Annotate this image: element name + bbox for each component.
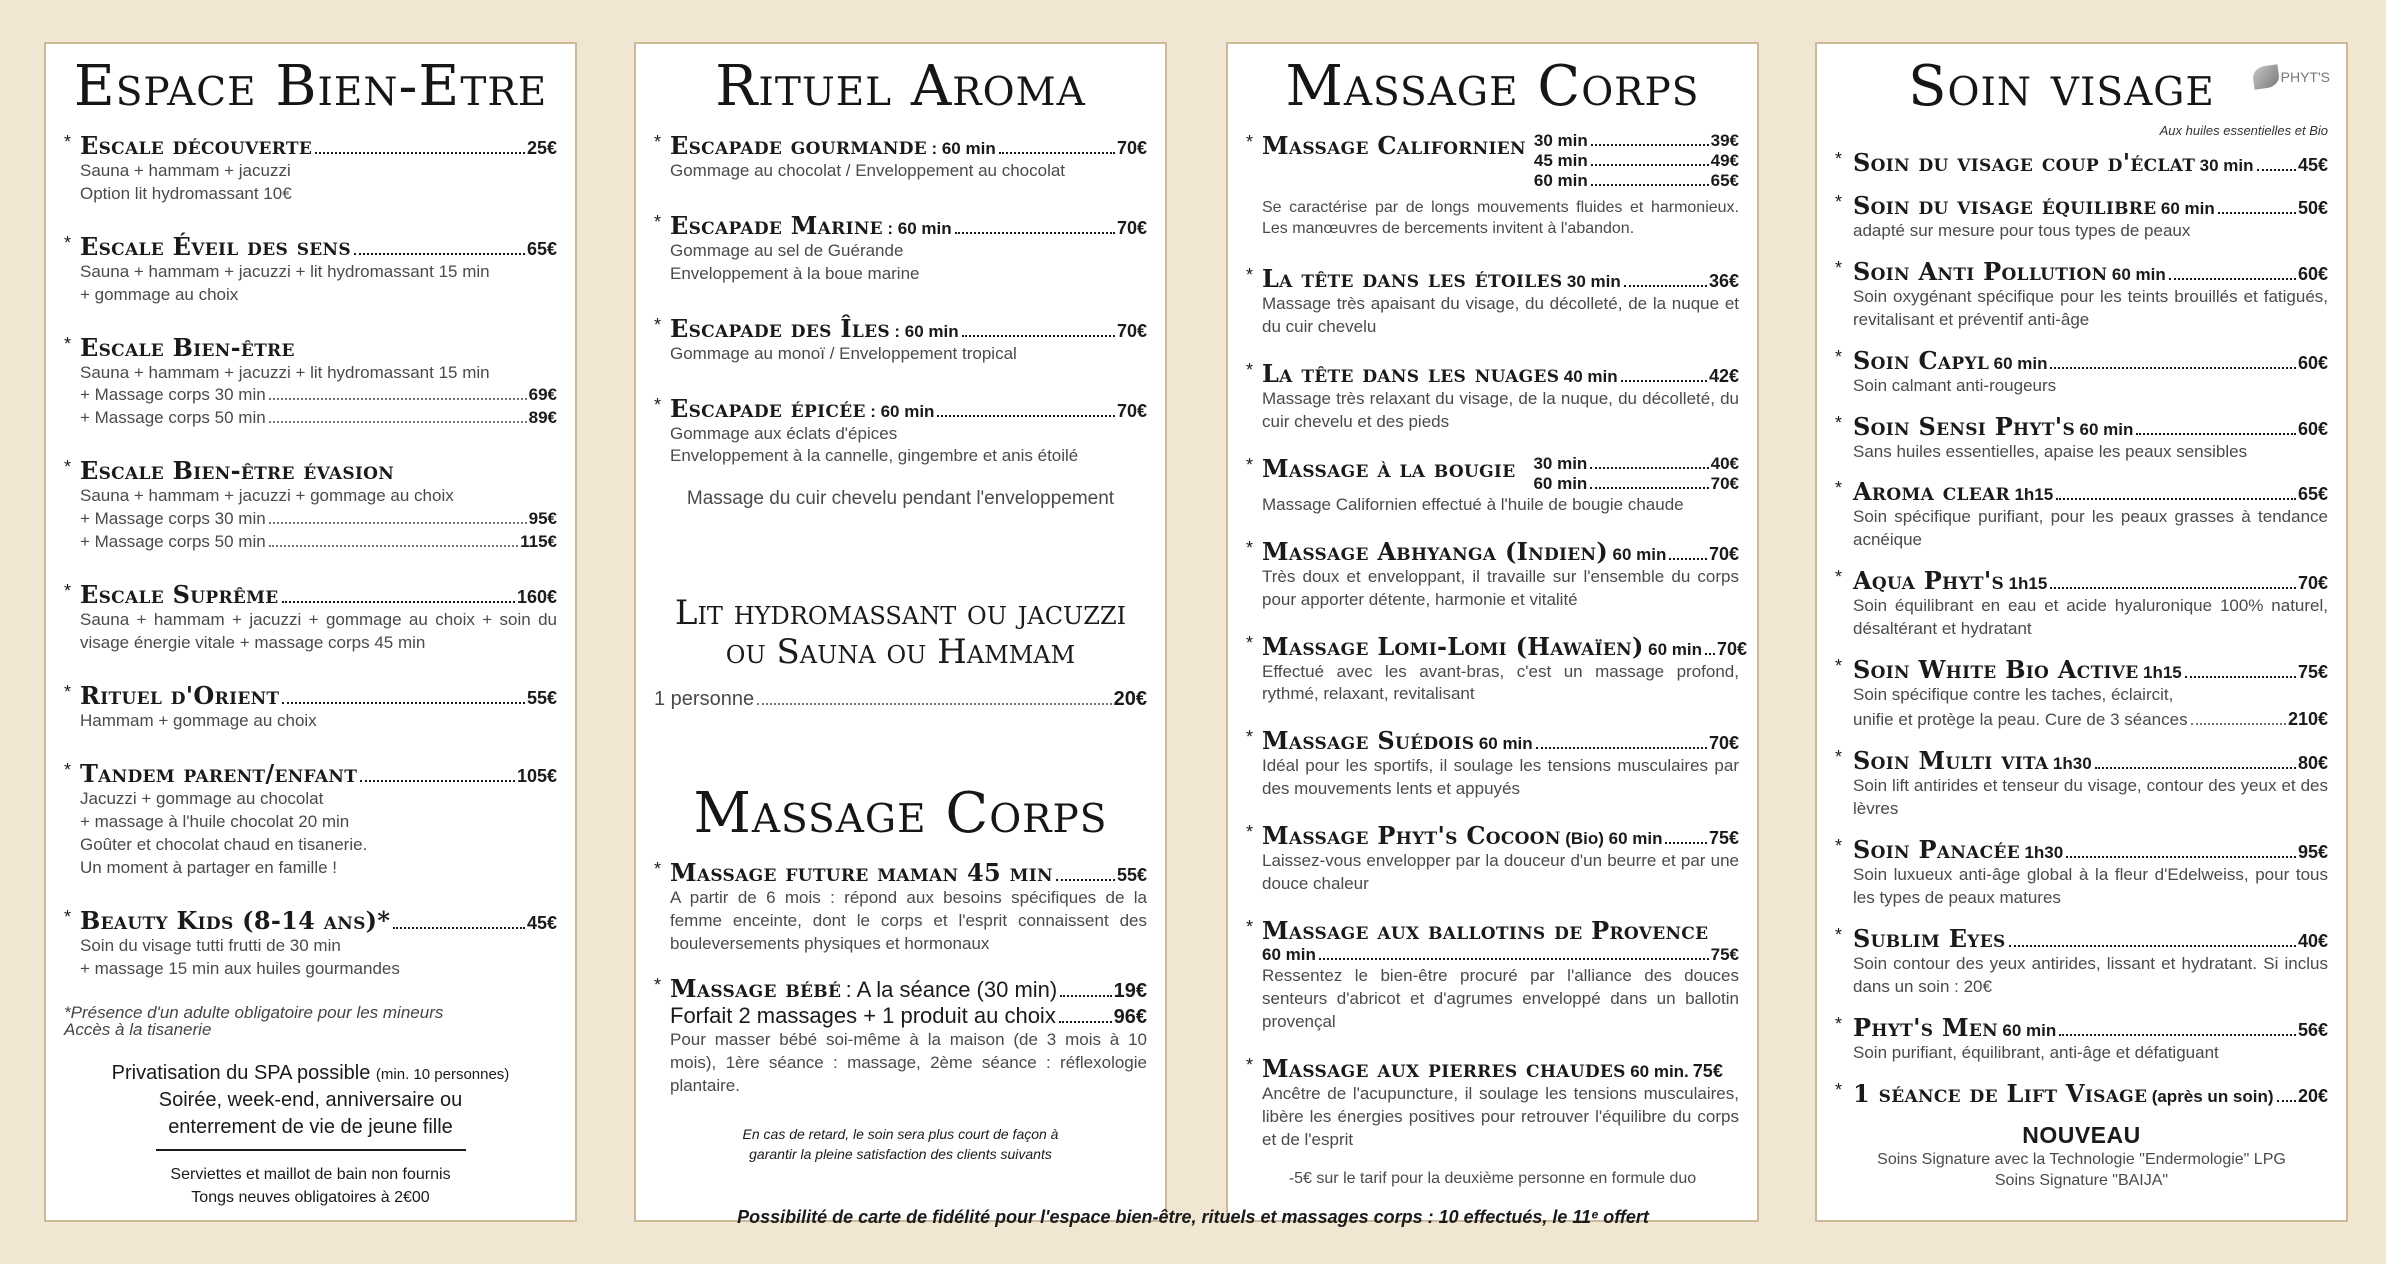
menu-item (64, 759, 557, 880)
item-desc: Ressentez le bien-être procuré par l'alliance des douces senteurs d'abricot et d'agrumes enveloppé dans un ballotin provençal (1262, 966, 1739, 1032)
item-name: Aroma clear (1853, 477, 2010, 507)
item-price: 75€ (1692, 1060, 1723, 1081)
item-name: Escale Suprême (80, 580, 279, 610)
panel-title: Espace Bien-Etre (73, 54, 548, 119)
forfait-price: 96€ (1113, 1005, 1147, 1028)
asterisk-icon: * (1835, 835, 1843, 856)
asterisk-icon: * (1246, 454, 1254, 475)
item-desc: Soin luxueux anti-âge global à la fleur d'Edelweiss, pour tous les types de peaux matures (1853, 864, 2328, 907)
item-price: 105€ (516, 765, 557, 786)
panel-espace-bien-etre (44, 42, 577, 1222)
asterisk-icon: * (654, 131, 662, 152)
item-price: 70€ (1116, 217, 1147, 238)
item-desc: Se caractérise par de longs mouvements fluides et harmonieux. Les manœuvres de bercements invitent à l'abandon. (1262, 198, 1739, 238)
menu-item (64, 131, 557, 206)
lit-price-line: 1 personne 20€ (654, 688, 1147, 711)
phyts-logo: PHYT'S (2253, 66, 2330, 88)
asterisk-icon: * (1835, 656, 1843, 677)
item-name: Aqua Phyt's (1853, 566, 2005, 596)
item-name: Tandem parent/enfant (80, 758, 358, 788)
menu-item (64, 580, 557, 655)
item-desc: Option lit hydromassant 10€ (80, 183, 292, 203)
asterisk-icon: * (1835, 257, 1843, 278)
asterisk-icon: * (64, 906, 72, 927)
item-name: Massage Abhyanga (Indien) (1262, 536, 1609, 566)
item-name: Rituel d'Orient (80, 681, 280, 711)
item-name: Soin Multi vita (1853, 746, 2049, 776)
panel-title: Soin visage (1908, 54, 2215, 119)
asterisk-icon: * (654, 211, 662, 232)
item-desc: Enveloppement à la cannelle, gingembre et anis étoilé (670, 446, 1079, 466)
item-desc: A partir de 6 mois : répond aux besoins spécifiques de la femme enceinte, dont le corps et l'esprit connaissent des bouleversements physiques et hormonaux (670, 888, 1147, 953)
item-price: 25€ (526, 137, 557, 158)
item-desc: Pour masser bébé soi-même à la maison (de 3 mois à 10 mois), 1ère séance : massage, 2ème séance : réflexologie plantaire. (670, 1029, 1147, 1095)
item-desc: Soin spécifique purifiant, pour les peaux grasses à tendance acnéique (1853, 507, 2328, 550)
item-desc: Gommage au sel de Guérande (670, 240, 904, 260)
item-desc: Gommage au chocolat / Enveloppement au chocolat (670, 160, 1066, 180)
item-price: 40€ (2297, 930, 2328, 951)
section-title: Massage Corps (693, 781, 1108, 847)
scalp-note: Massage du cuir chevelu pendant l'enveloppement (686, 488, 1115, 510)
item-price: 70€ (1708, 543, 1739, 564)
item-desc: + massage à l'huile chocolat 20 min (80, 811, 350, 831)
item-name: Massage aux pierres chaudes (1262, 1053, 1626, 1083)
asterisk-icon: * (1246, 822, 1254, 843)
item-desc: Massage Californien effectué à l'huile de bougie chaude (1262, 494, 1684, 514)
item-desc: Sauna + hammam + jacuzzi + gommage au choix + soin du visage énergie vitale + massage corps 45 min (80, 610, 557, 653)
retard-note: En cas de retard, le soin sera plus court de façon à garantir la pleine satisfaction des clients suivants (742, 1125, 1059, 1162)
item-name: Soin Panacée (1853, 834, 2020, 864)
item-price: 42€ (1708, 365, 1739, 386)
item-desc: Sauna + hammam + jacuzzi + gommage au choix (80, 486, 454, 506)
item-desc: Goûter et chocolat chaud en tisanerie. (80, 834, 368, 854)
item-name: Soin Sensi Phyt's (1853, 411, 2076, 441)
item-desc: Soin lift antirides et tenseur du visage, contour des yeux et des lèvres (1853, 776, 2328, 819)
item-desc: Soin contour des yeux antirides, lissant et hydratant. Si inclus dans un soin : 20€ (1853, 953, 2328, 996)
item-price: 20€ (2297, 1085, 2328, 1106)
item-name: Escale Bien-être évasion (80, 456, 395, 486)
item-price: 56€ (2297, 1019, 2328, 1040)
item-name: 1 séance de Lift Visage (1853, 1078, 2148, 1108)
item-price: 70€ (2297, 573, 2328, 594)
asterisk-icon: * (64, 682, 72, 703)
menu-item (64, 232, 557, 307)
item-price: 160€ (516, 587, 557, 608)
asterisk-icon: * (1246, 632, 1254, 653)
menu-item (1835, 924, 2328, 999)
item-name: Escapade Marine (670, 210, 883, 240)
item-price: 65€ (526, 238, 557, 259)
item-desc: Soin oxygénant spécifique pour les teints brouillés et fatigués, revitalisant et préventif anti-âge (1853, 286, 2328, 329)
item-price: 60€ (2297, 263, 2328, 284)
subtitle: Aux huiles essentielles et Bio (2159, 122, 2328, 138)
menu-item: * Soin Multi vita 1h30 80€ Soin lift antirides et tenseur du visage, contour des yeux et des lèvres (1835, 746, 2328, 821)
privatisation-block: Privatisation du SPA possible (min. 10 personnes) Soirée, week-end, anniversaire ou enterrement de vie de jeune fille (111, 1062, 510, 1139)
item-price: 95€ (2297, 841, 2328, 862)
menu-item: * Escapade gourmande : 60 min 70€ Gommage au chocolat / Enveloppement au chocolat (654, 131, 1147, 183)
item-desc: Soin équilibrant en eau et acide hyaluronique 100% naturel, désaltérant et hydratant (1853, 596, 2328, 639)
menu-item: * Escapade épicée : 60 min 70€ Gommage aux éclats d'épices Enveloppement à la cannelle, gingembre et anis étoilé (654, 394, 1147, 469)
item-price: 75€ (2297, 662, 2328, 683)
item-name: Massage bébé (670, 973, 842, 1003)
item-price: 70€ (1116, 400, 1147, 421)
item-price: 55€ (1116, 865, 1147, 886)
asterisk-icon: * (1246, 131, 1254, 152)
item-desc: Idéal pour les sportifs, il soulage les tensions musculaires par des mouvements lents et appuyés (1262, 756, 1739, 799)
item-price: 70€ (1716, 638, 1748, 659)
item-price: 50€ (2297, 197, 2328, 218)
menu-item: * Phyt's Men 60 min 56€ Soin purifiant, équilibrant, anti-âge et défatiguant (1835, 1013, 2328, 1065)
item-name: Escale Éveil des sens (80, 231, 351, 261)
menu-item: * Massage bébé : A la séance (30 min) 19€ Forfait 2 massages + 1 produit au choix 96€ Pour masser bébé soi-même à la maison (de 3 mois à 10 mois), 1ère séance : massage, 2ème séance : réflexologie plantaire. (654, 974, 1147, 1098)
fidelity-note: Possibilité de carte de fidélité pour l'espace bien-être, rituels et massages corps : 10 effectués, le 11ᵉ offert (737, 1207, 1649, 1227)
menu-item: * 1 séance de Lift Visage (après un soin) 20€ (1835, 1078, 2328, 1108)
panel-massage-corps (1226, 42, 1759, 1222)
item-desc: Soin purifiant, équilibrant, anti-âge et défatiguant (1853, 1042, 2219, 1062)
item-name: La tête dans les étoiles (1262, 263, 1563, 293)
divider (156, 1149, 466, 1151)
asterisk-icon: * (1835, 478, 1843, 499)
panel-soin-visage (1815, 42, 2348, 1222)
leaf-icon (2251, 64, 2280, 89)
note: *Présence d'un adulte obligatoire pour les mineurs (64, 1002, 444, 1022)
item-desc: Enveloppement à la boue marine (670, 263, 920, 283)
lit-title: Lit hydromassant ou jacuzzi ou Sauna ou Hammam (674, 593, 1127, 673)
item-name: Escapade gourmande (670, 130, 928, 160)
cure-line: unifie et protège la peau. Cure de 3 séances 210€ (1853, 709, 2328, 730)
item-name: Soin du visage équilibre (1853, 190, 2157, 220)
menu-item: * Escapade Marine : 60 min 70€ Gommage au sel de Guérande Enveloppement à la boue marine (654, 211, 1147, 286)
asterisk-icon: * (654, 314, 662, 335)
menu-item: * Soin Anti Pollution 60 min 60€ Soin oxygénant spécifique pour les teints brouillés et fatigués, revitalisant et préventif anti-âge (1835, 257, 2328, 332)
item-name: Massage Californien (1262, 130, 1526, 160)
item-price: 36€ (1708, 270, 1739, 291)
asterisk-icon: * (1835, 412, 1843, 433)
item-price: 60€ (2297, 418, 2328, 439)
item-name: Sublim Eyes (1853, 923, 2006, 953)
option-line: + Massage corps 30 min 69€ (80, 385, 557, 405)
menu-item: * Massage Suédois 60 min 70€ Idéal pour les sportifs, il soulage les tensions musculaires par des mouvements lents et appuyés (1246, 726, 1739, 801)
item-name: Escapade épicée (670, 393, 866, 423)
asterisk-icon: * (1246, 359, 1254, 380)
item-name: La tête dans les nuages (1262, 358, 1560, 388)
asterisk-icon: * (64, 232, 72, 253)
asterisk-icon: * (1835, 346, 1843, 367)
item-price: 45€ (2297, 154, 2328, 175)
option-line: + Massage corps 30 min 95€ (80, 509, 557, 529)
item-desc: Hammam + gommage au choix (80, 711, 317, 731)
asterisk-icon: * (1835, 1079, 1843, 1100)
item-price: 70€ (1708, 733, 1739, 754)
item-price: 80€ (2297, 753, 2328, 774)
item-name: Massage Phyt's Cocoon (1262, 821, 1561, 851)
menu-item: * Massage aux pierres chaudes 60 min. 75€ Ancêtre de l'acupuncture, il soulage les tensions musculaires, libère les énergies positives pour retrouver l'équilibre du corps et de l'esprit (1246, 1054, 1739, 1152)
panel-title: Rituel Aroma (715, 54, 1086, 119)
towels-note: Serviettes et maillot de bain non fournis Tongs neuves obligatoires à 2€00 (170, 1166, 451, 1207)
menu-item: * Massage aux ballotins de Provence 60 min 75€ Ressentez le bien-être procuré par l'alliance des douces senteurs d'abricot et d'agrumes enveloppé dans un ballotin provençal (1246, 916, 1739, 1034)
menu-item (64, 333, 557, 431)
item-desc: Massage très relaxant du visage, de la nuque, du décolleté, du cuir chevelu et des pieds (1262, 388, 1739, 431)
menu-item (64, 456, 557, 554)
item-desc: + gommage au choix (80, 284, 239, 304)
item-desc: Sauna + hammam + jacuzzi (80, 160, 291, 180)
item-desc: Sans huiles essentielles, apaise les peaux sensibles (1853, 441, 2248, 461)
asterisk-icon: * (654, 394, 662, 415)
menu-item: * Soin du visage coup d'éclat 30 min 45€ (1835, 147, 2328, 177)
item-desc: adapté sur mesure pour tous types de peaux (1853, 220, 2191, 240)
item-desc: Soin calmant anti-rougeurs (1853, 375, 2057, 395)
menu-item (64, 681, 557, 733)
asterisk-icon: * (64, 581, 72, 602)
menu-item: * Massage Lomi-Lomi (Hawaïen) 60 min 70€ Effectué avec les avant-bras, c'est un massage profond, rythmé, relaxant, revitalisant (1246, 632, 1739, 707)
asterisk-icon: * (64, 333, 72, 354)
asterisk-icon: * (1835, 924, 1843, 945)
item-desc: Sauna + hammam + jacuzzi + lit hydromassant 15 min (80, 362, 490, 382)
item-name: Massage future maman 45 min (670, 858, 1053, 888)
menu-item: * Massage Abhyanga (Indien) 60 min 70€ Très doux et enveloppant, il travaille sur l'ensemble du corps pour apporter détente, harmonie et vitalité (1246, 537, 1739, 612)
item-desc: Très doux et enveloppant, il travaille sur l'ensemble du corps pour apporter détente, harmonie et vitalité (1262, 566, 1739, 609)
asterisk-icon: * (1835, 567, 1843, 588)
menu-item: * La tête dans les étoiles 30 min 36€ Massage très apaisant du visage, du décolleté, de la nuque et du cuir chevelu (1246, 264, 1739, 339)
menu-item (654, 858, 1147, 956)
option-line: + Massage corps 50 min 115€ (80, 532, 557, 552)
asterisk-icon: * (1246, 537, 1254, 558)
asterisk-icon: * (1835, 1013, 1843, 1034)
item-name: Massage Lomi-Lomi (Hawaïen) (1262, 631, 1644, 661)
menu-item: * Aroma clear 1h15 65€ Soin spécifique purifiant, pour les peaux grasses à tendance acnéique (1835, 477, 2328, 552)
item-name: Phyt's Men (1853, 1012, 1998, 1042)
item-price: 70€ (1116, 137, 1147, 158)
item-name: Escale Bien-être (80, 332, 295, 362)
menu-item: * Soin du visage équilibre 60 min 50€ adapté sur mesure pour tous types de peaux (1835, 191, 2328, 243)
menu-item: * Soin White Bio Active 1h15 75€ Soin spécifique contre les taches, éclaircit, unifie et protège la peau. Cure de 3 séances 210€ (1835, 655, 2328, 732)
panel-rituel-aroma (634, 42, 1167, 1222)
item-desc: Massage très apaisant du visage, du décolleté, de la nuque et du cuir chevelu (1262, 293, 1739, 336)
asterisk-icon: * (1246, 917, 1254, 938)
item-price: 19€ (1113, 979, 1147, 1002)
menu-item (64, 906, 557, 981)
option-line: + Massage corps 50 min 89€ (80, 408, 557, 428)
item-name: Massage Suédois (1262, 726, 1475, 756)
item-name: Massage à la bougie (1262, 453, 1516, 483)
item-price: 65€ (2297, 484, 2328, 505)
menu-item: * Massage à la bougie 30 min 40€ 60 min 70€ Massage Californien effectué à l'huile de bougie chaude (1246, 454, 1739, 517)
asterisk-icon: * (64, 131, 72, 152)
asterisk-icon: * (1835, 747, 1843, 768)
menu-item: * Soin Sensi Phyt's 60 min 60€ Sans huiles essentielles, apaise les peaux sensibles (1835, 412, 2328, 464)
forfait-label: Forfait 2 massages + 1 produit au choix (670, 1002, 1056, 1028)
item-name: Beauty Kids (8-14 ans)* (80, 905, 391, 935)
item-name: Soin Capyl (1853, 345, 1990, 375)
asterisk-icon: * (1246, 1054, 1254, 1075)
item-name: Escale découverte (80, 130, 313, 160)
menu-item: * Aqua Phyt's 1h15 70€ Soin équilibrant en eau et acide hyaluronique 100% naturel, désaltérant et hydratant (1835, 566, 2328, 641)
asterisk-icon: * (1835, 148, 1843, 169)
menu-item: * Escapade des Îles : 60 min 70€ Gommage au monoï / Enveloppement tropical (654, 314, 1147, 366)
item-desc: Gommage au monoï / Enveloppement tropical (670, 343, 1017, 363)
asterisk-icon: * (654, 859, 662, 880)
menu-item: * Soin Panacée 1h30 95€ Soin luxueux anti-âge global à la fleur d'Edelweiss, pour tous les types de peaux matures (1835, 835, 2328, 910)
item-name: Soin White Bio Active (1853, 655, 2139, 685)
item-desc: Jacuzzi + gommage au chocolat (80, 788, 324, 808)
menu-item: * Soin Capyl 60 min 60€ Soin calmant anti-rougeurs (1835, 346, 2328, 398)
asterisk-icon: * (1246, 264, 1254, 285)
item-desc: Laissez-vous envelopper par la douceur d'un beurre et par une douce chaleur (1262, 851, 1739, 894)
item-desc: + massage 15 min aux huiles gourmandes (80, 958, 400, 978)
item-desc: Un moment à partager en famille ! (80, 857, 338, 877)
item-desc: Soin du visage tutti frutti de 30 min (80, 935, 341, 955)
duo-note: -5€ sur le tarif pour la deuxième personne en formule duo (1288, 1169, 1697, 1187)
item-desc: Gommage aux éclats d'épices (670, 423, 898, 443)
asterisk-icon: * (64, 759, 72, 780)
asterisk-icon: * (654, 974, 662, 995)
item-price: 70€ (1116, 320, 1147, 341)
note: Accès à la tisanerie (64, 1020, 212, 1040)
asterisk-icon: * (64, 457, 72, 478)
item-name: Soin du visage coup d'éclat (1853, 147, 2196, 177)
item-desc: Ancêtre de l'acupuncture, il soulage les tensions musculaires, libère les énergies positives pour retrouver l'équilibre du corps et de l'esprit (1262, 1083, 1739, 1149)
nouveau-block: NOUVEAU Soins Signature avec la Technologie "Endermologie" LPG Soins Signature "BAIJA" (1877, 1121, 2286, 1190)
item-name: Massage aux ballotins de Provence (1262, 916, 1709, 946)
item-price: 75€ (1708, 828, 1739, 849)
menu-item: * Massage Phyt's Cocoon (Bio) 60 min 75€ Laissez-vous envelopper par la douceur d'un beurre et par une douce chaleur (1246, 821, 1739, 896)
item-desc: Soin spécifique contre les taches, éclaircit, (1853, 685, 2174, 705)
item-desc: Sauna + hammam + jacuzzi + lit hydromassant 15 min (80, 261, 490, 281)
menu-item: * La tête dans les nuages 40 min 42€ Massage très relaxant du visage, de la nuque, du décolleté, du cuir chevelu et des pieds (1246, 359, 1739, 434)
item-name: Escapade des Îles (670, 313, 890, 343)
item-price: 55€ (526, 688, 557, 709)
asterisk-icon: * (1246, 727, 1254, 748)
menu-item: * Massage Californien 30 min 39€ 45 min 49€ 60 min 65€ Se caractérise par de longs mouvements fluides et harmonieux. Les manœuvres de bercements invitent à l'abandon. (1246, 131, 1739, 240)
panel-title: Massage Corps (1285, 54, 1700, 119)
item-price: 45€ (526, 912, 557, 933)
item-name: Soin Anti Pollution (1853, 256, 2108, 286)
item-price: 60€ (2297, 352, 2328, 373)
asterisk-icon: * (1835, 191, 1843, 212)
item-desc: Effectué avec les avant-bras, c'est un massage profond, rythmé, relaxant, revitalisant (1262, 661, 1739, 704)
